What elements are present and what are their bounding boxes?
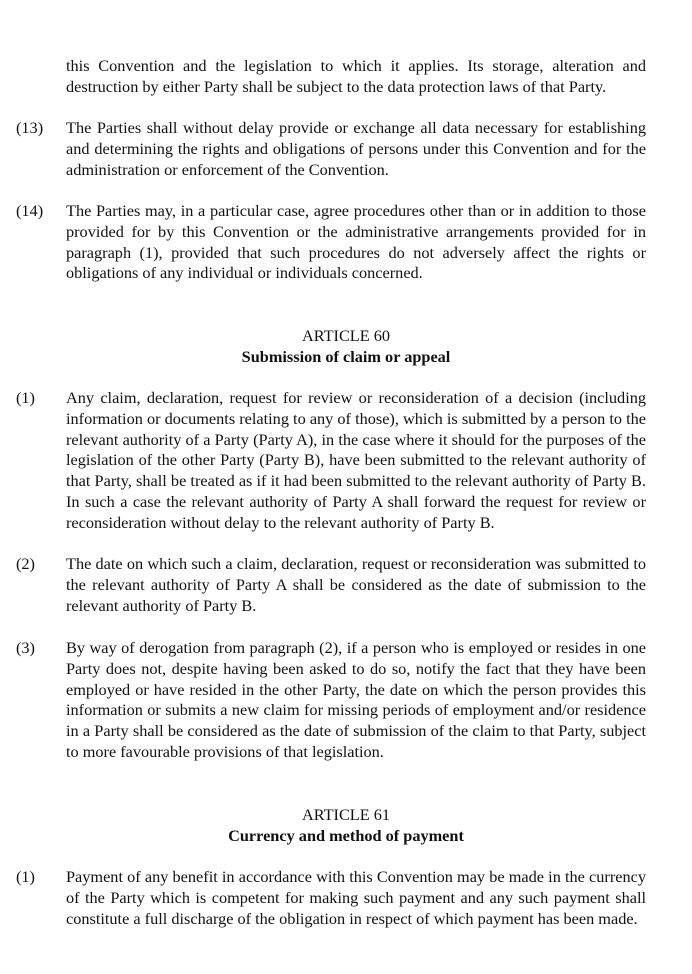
article-60-heading [0, 326, 692, 368]
paragraph-number: (3) [16, 638, 35, 657]
paragraph-text: The Parties may, in a particular case, agree procedures other than or in addition to those provided for by this Convention or the administrative arrangements provided for in paragraph (1), provided that such procedures do not adversely affect the rights or obligations of any individual or individuals concerned. [66, 201, 646, 283]
article-61-heading [0, 805, 692, 847]
article-number: ARTICLE 61 [301, 805, 391, 824]
paragraph-text: The date on which such a claim, declaration, request or reconsideration was submitted to the relevant authority of Party A shall be considered as the date of submission to the relevant authority of Party B. [66, 554, 646, 615]
article-title: Submission of claim or appeal [241, 347, 451, 366]
paragraph-text: By way of derogation from paragraph (2), if a person who is employed or resides in one Party does not, despite having been asked to do so, notify the fact that they have been employed or have resided in the other Party, the date on which the person provides this information or submits a new claim for missing periods of employment and/or residence in a Party shall be considered as the date of submission of the claim to that Party, subject to more favourable provisions of that legislation. [66, 638, 646, 761]
paragraph-number: (13) [16, 118, 44, 137]
paragraph-text: this Convention and the legislation to which it applies. Its storage, alteration and destruction by either Party shall be subject to the data protection laws of that Party. [66, 56, 646, 96]
paragraph-number: (1) [16, 867, 35, 886]
paragraph-number: (14) [16, 201, 44, 220]
paragraph-text: Any claim, declaration, request for review or reconsideration of a decision (including information or documents relating to any of those), which is submitted by a person to the relevant authority of a Party (Party A), in the case where it should for the purposes of the legislation of the other Party (Party B), have been submitted to the relevant authority of that Party, shall be treated as if it had been submitted to the relevant authority of Party B. In such a case the relevant authority of Party A shall forward the request for review or reconsideration without delay to the relevant authority of Party B. [66, 388, 646, 532]
paragraph-number: (1) [16, 388, 35, 407]
article-number: ARTICLE 60 [301, 326, 391, 345]
paragraph-text: The Parties shall without delay provide or exchange all data necessary for establishing and determining the rights and obligations of persons under this Convention and for the administration or enforcement of the Convention. [66, 118, 646, 179]
paragraph-text: Payment of any benefit in accordance with this Convention may be made in the currency of the Party which is competent for making such payment and any such payment shall constitute a full discharge of the obligation in respect of which payment has been made. [66, 867, 646, 928]
article-title: Currency and method of payment [228, 826, 464, 845]
paragraph-number: (2) [16, 554, 35, 573]
